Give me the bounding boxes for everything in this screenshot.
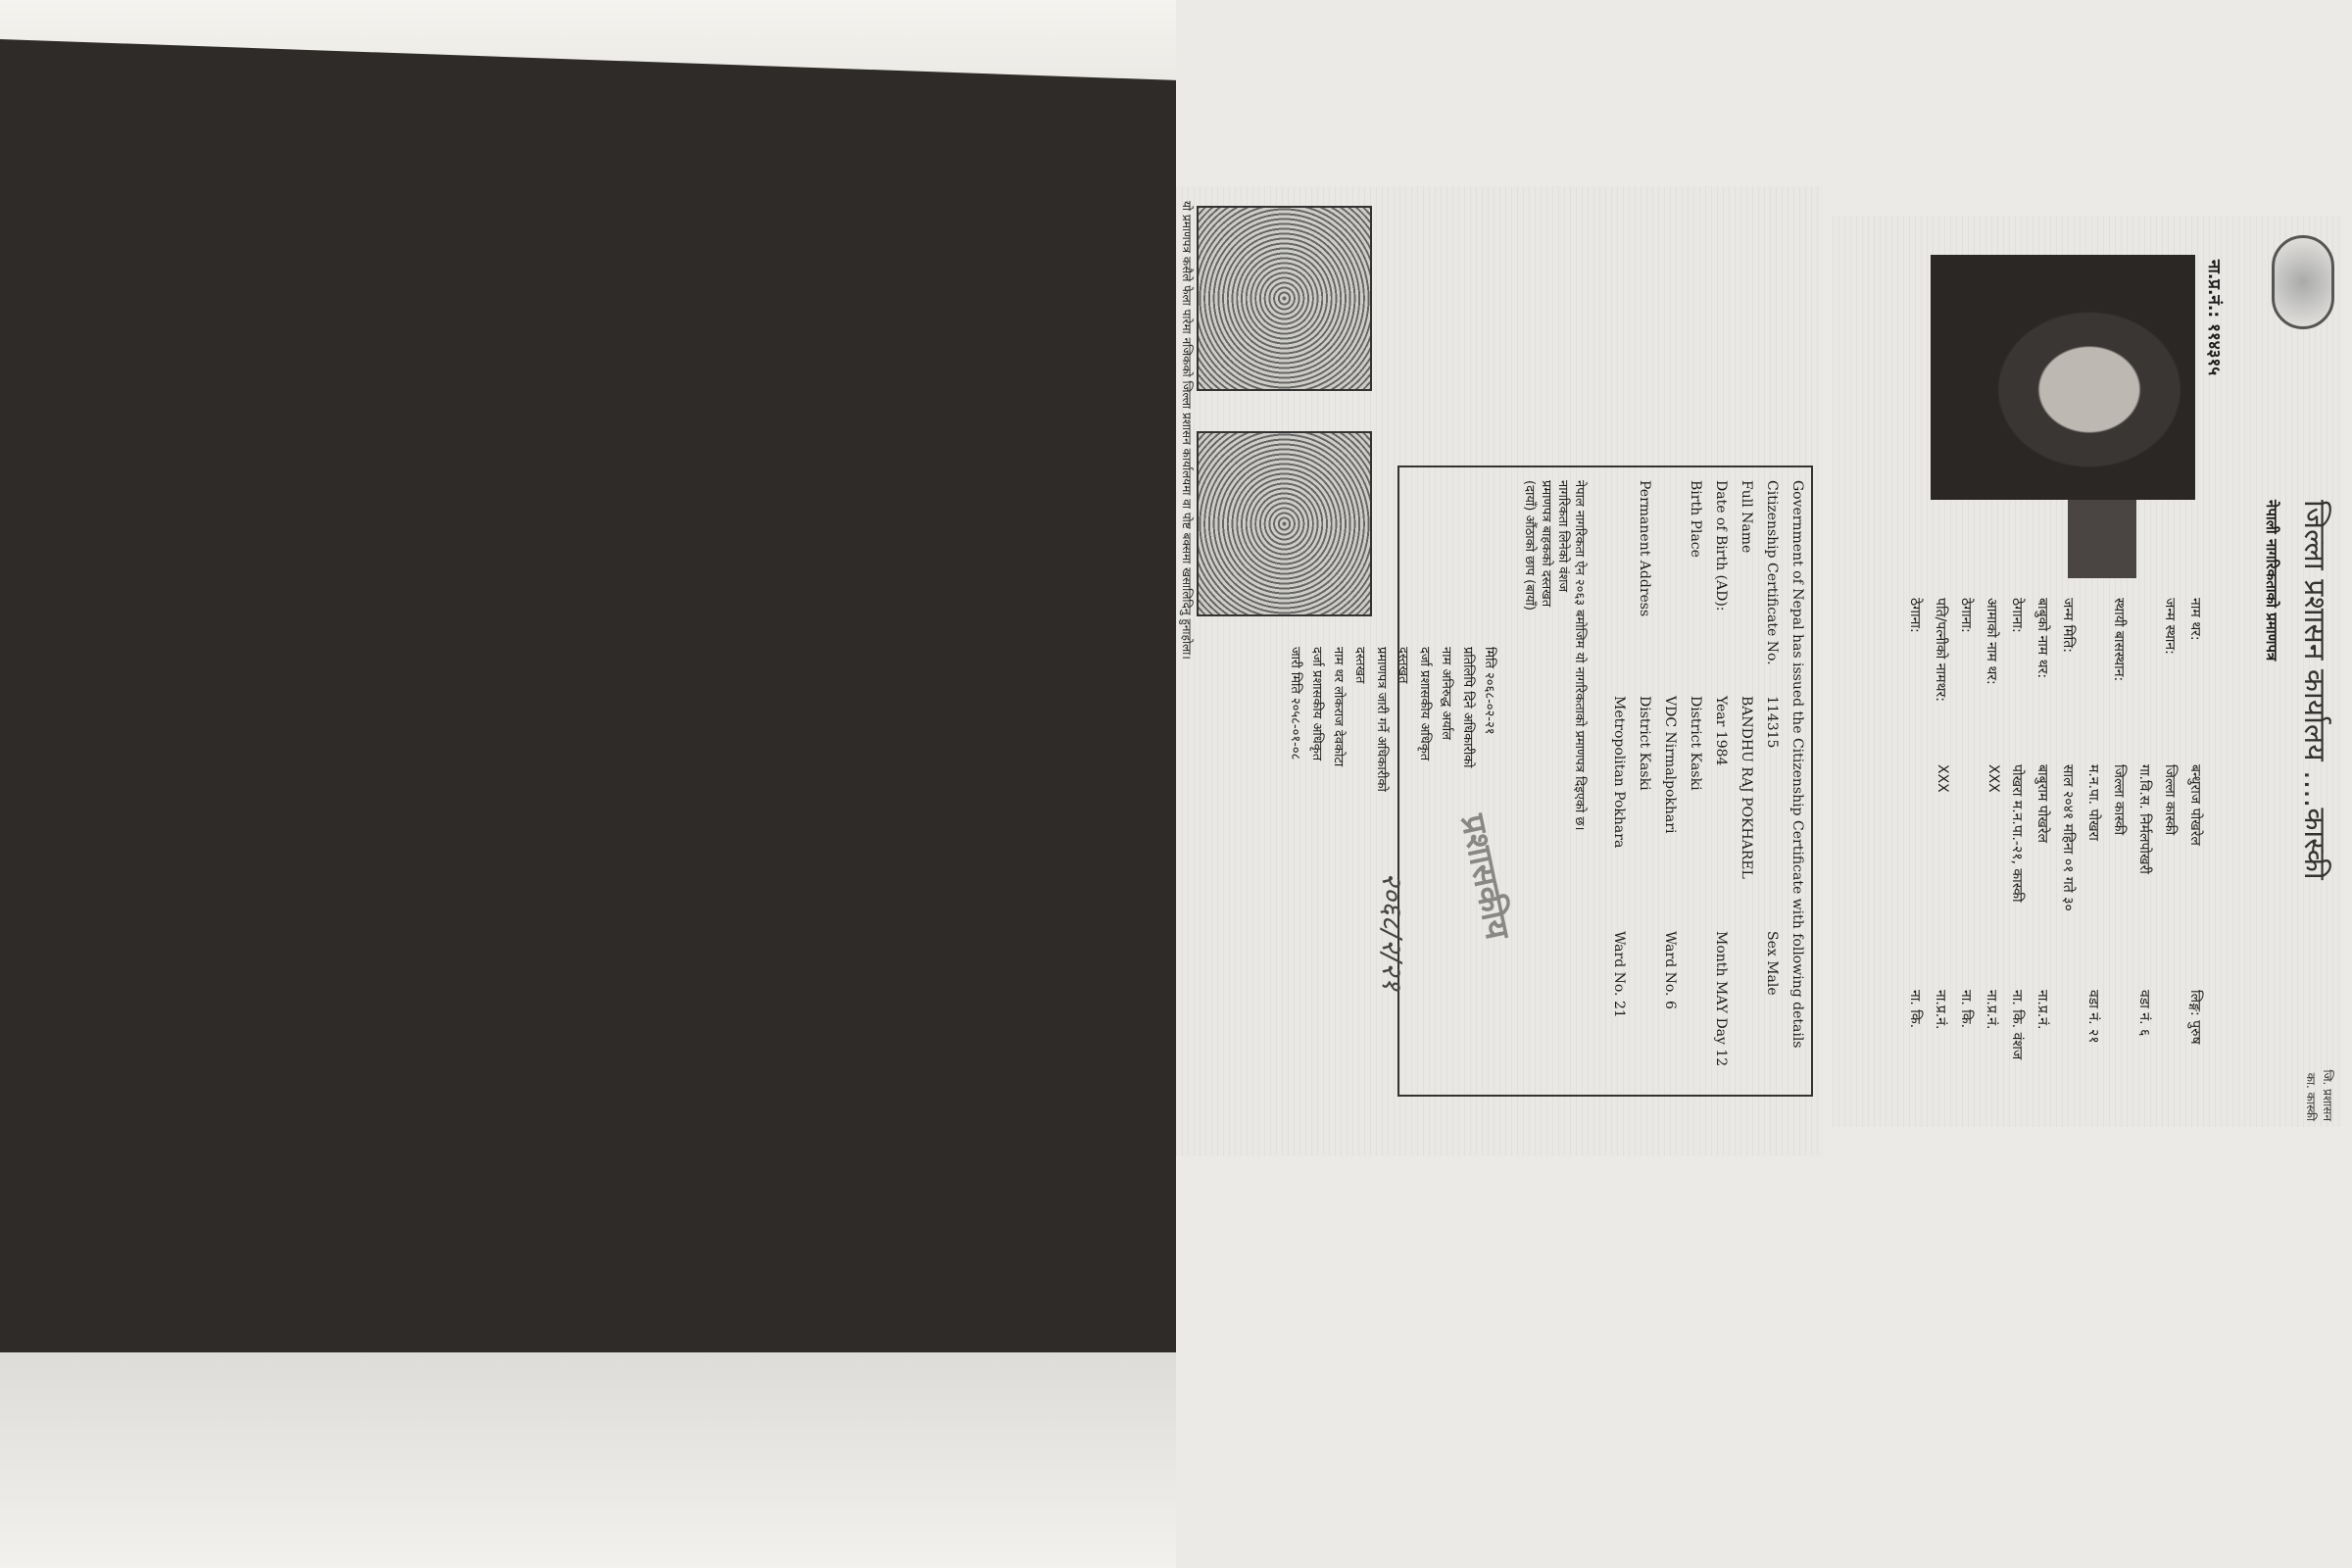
back-field-extra: Month MAY Day 12	[1713, 931, 1729, 1067]
front-field-label: जन्म स्थान:	[2162, 598, 2178, 655]
back-field-value: VDC Nirmalpokhari	[1662, 696, 1678, 834]
front-field-label: ठेगाना:	[2009, 598, 2025, 633]
left-thumbprint	[1197, 431, 1372, 616]
right-thumbprint	[1197, 206, 1372, 391]
front-field-extra: लिङ्ग: पुरुष	[2187, 990, 2203, 1045]
officer-line: दर्जा प्रशासकीय अधिकृत	[1417, 647, 1432, 761]
front-field-label: बाबुको नाम थर:	[2034, 598, 2050, 679]
citizenship-certificate-copy	[1176, 196, 2352, 1176]
intro-line: नागरिकता लिनेको वंशज	[1555, 480, 1570, 593]
front-field-value: बन्धुराज पोखरेल	[2187, 764, 2203, 846]
back-field-extra: Ward No. 6	[1662, 931, 1678, 1009]
holder-photo	[1931, 255, 2195, 500]
intro-line: प्रमाणपत्र बाहकको दस्तखत	[1539, 480, 1553, 608]
front-field-extra: ना. कि.	[1907, 990, 1923, 1029]
front-field-value: बाबुराम पोखरेल	[2034, 764, 2050, 844]
back-field-value: Metropolitan Pokhara	[1611, 696, 1627, 849]
back-field-label: Date of Birth (AD):	[1713, 480, 1729, 612]
front-field-value: गा.वि.स. निर्मलपोखरी	[2136, 764, 2152, 874]
officer-line: दस्तखत	[1352, 647, 1367, 684]
front-field-label: आमाको नाम थर:	[1984, 598, 1999, 685]
officer-signature: २०६८/२/२१	[1376, 872, 1408, 991]
back-field-label: Permanent Address	[1637, 480, 1652, 617]
back-field-value: 114315	[1764, 696, 1780, 749]
paper-background-bottom	[0, 1352, 1176, 1568]
front-field-extra: ना. कि.	[1958, 990, 1974, 1029]
front-field-value: म.न.पा. पोखरा	[2085, 764, 2101, 841]
front-field-label: पति/पत्नीको नामथर:	[1933, 598, 1948, 702]
officer-line: दर्जा प्रशासकीय अधिकृत	[1309, 647, 1324, 761]
front-field-extra: ना.प्र.नं.	[2034, 990, 2050, 1030]
front-field-label: जन्म मिति:	[2060, 598, 2076, 653]
officer-line: मिति २०६८-०२-२१	[1482, 647, 1496, 735]
front-field-label: स्थायी बासस्थान:	[2111, 598, 2127, 682]
front-field-label: ठेगाना:	[1958, 598, 1974, 633]
back-field-label: Citizenship Certificate No.	[1764, 480, 1780, 665]
intro-line: (दायाँ) औंठाको छाप (बायाँ)	[1522, 480, 1537, 611]
back-field-value: District Kaski	[1637, 696, 1652, 791]
officer-line: नाम थर लोकराज देवकोटा	[1331, 647, 1346, 767]
front-field-value: XXX	[1985, 764, 2001, 793]
intro-line: नेपाल नागरिकता ऐन २०६३ बमोजिम यो नागरिकताको प्रमाणपत्र दिइएको छ।	[1572, 480, 1587, 831]
back-field-value: Year 1984	[1713, 696, 1729, 766]
front-field-value: जिल्ला कास्की	[2111, 764, 2127, 836]
photocopy-dark-band	[0, 39, 1176, 1433]
front-field-extra: ना.प्र.नं.	[1984, 990, 1999, 1030]
front-field-value: साल २०४१ महिना ०१ गते ३०	[2060, 764, 2076, 911]
office-title: जिल्ला प्रशासन कार्यालय ....कास्की	[2297, 500, 2331, 880]
front-field-extra: ना. कि. वंशज	[2009, 990, 2025, 1060]
back-field-value: BANDHU RAJ POKHAREL	[1739, 696, 1754, 879]
back-field-label: Full Name	[1739, 480, 1754, 554]
corner-seal: जि. प्रशासन का. कास्की	[2304, 1069, 2334, 1121]
officer-line: नाम अनिरुद्ध अर्याल	[1439, 647, 1453, 740]
back-field-label: Birth Place	[1688, 480, 1703, 558]
officer-line: जारी मिति २०५८-०१-०८	[1288, 647, 1302, 760]
official-stamp: प्रशासकीय	[1452, 810, 1518, 944]
back-header: Government of Nepal has issued the Citizenship Certificate with following details	[1789, 480, 1805, 1049]
officer-line: प्रमाणपत्र जारी गर्ने अधिकारीको	[1374, 647, 1389, 792]
back-field-value: District Kaski	[1688, 696, 1703, 791]
front-field-extra: वडा नं. २१	[2085, 990, 2101, 1044]
front-field-extra: ना.प्र.नं.	[1933, 990, 1948, 1030]
intro-text	[1521, 480, 1588, 830]
front-field-value: जिल्ला कास्की	[2162, 764, 2178, 836]
footer-note: यो प्रमाणपत्र कसैले फेला पारेमा नजिकको जिल्ला प्रशासन कार्यालयमा वा पोष्ट बक्समा खसालिदिनु हुनाहोला।	[1180, 201, 1194, 660]
front-field-label: नाम थर:	[2187, 598, 2203, 641]
back-field-extra: Ward No. 21	[1611, 931, 1627, 1018]
certificate-number: ना.प्र.नं.: ११४३१५	[2204, 260, 2224, 376]
front-field-value: XXX	[1935, 764, 1950, 793]
certificate-front	[1833, 216, 2342, 1127]
photo-stamp	[2068, 500, 2136, 578]
nepal-emblem-icon	[2272, 235, 2334, 329]
front-field-label: ठेगाना:	[1907, 598, 1923, 633]
certificate-back	[1176, 186, 1823, 1156]
certificate-title: नेपाली नागरिकताको प्रमाणपत्र	[2263, 500, 2280, 662]
front-field-extra: वडा नं. ६	[2136, 990, 2152, 1037]
back-field-extra: Sex Male	[1764, 931, 1780, 996]
officer-line: दस्तखत	[1396, 647, 1410, 684]
front-field-value: पोखरा म.न.पा.-२१, कास्की	[2009, 764, 2025, 903]
officer-line: प्रतिलिपि दिने अधिकारीको	[1460, 647, 1475, 768]
